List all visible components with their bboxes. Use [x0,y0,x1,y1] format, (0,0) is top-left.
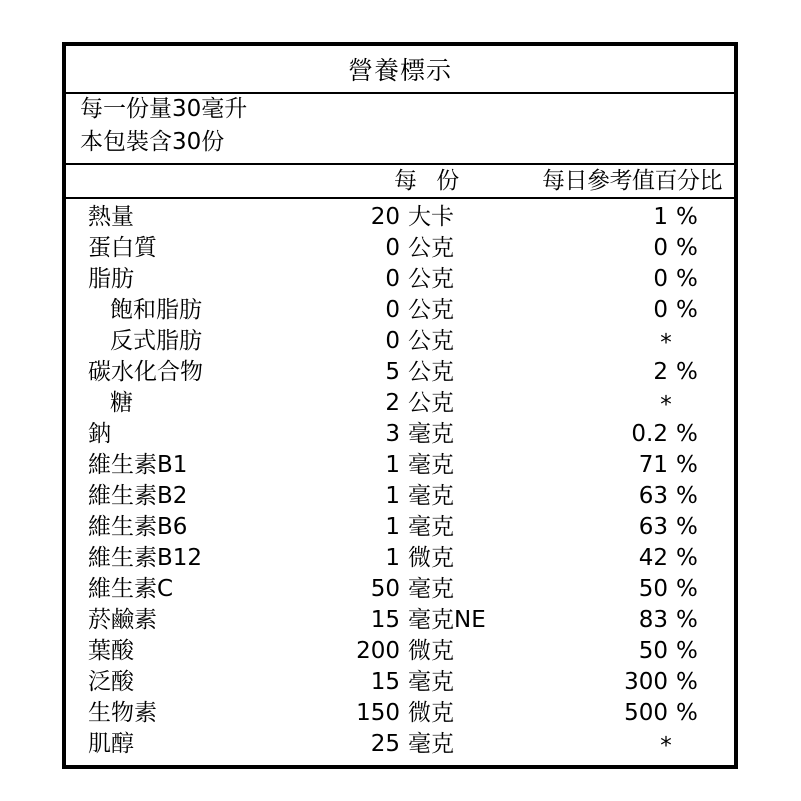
daily-value-percent: 50 [638,576,668,602]
nutrient-amount: 1 [385,483,400,509]
not-established-mark: * [660,330,672,356]
nutrient-unit: 微克 [408,545,454,571]
nutrient-unit: 毫克 [408,576,454,602]
nutrient-amount: 150 [356,700,400,726]
per-serving-header: 每 份 [394,168,466,194]
nutrient-unit: 微克 [408,638,454,664]
daily-value-percent: 42 [638,545,668,571]
nutrient-row [66,667,734,698]
divider-line [66,197,734,199]
nutrient-unit: 公克 [408,235,454,261]
percent-sign: % [676,545,698,571]
nutrient-row [66,295,734,326]
percent-sign: % [676,669,698,695]
nutrient-row [66,729,734,760]
daily-value-percent: 1 [653,204,668,230]
daily-value-percent: 500 [624,700,668,726]
nutrient-name: 糖 [110,390,133,416]
nutrient-amount: 50 [370,576,400,602]
nutrient-name: 反式脂肪 [110,328,202,354]
nutrient-row [66,419,734,450]
percent-sign: % [676,297,698,323]
serving-info [80,93,720,163]
nutrient-name: 鈉 [88,421,111,447]
nutrient-amount: 0 [385,297,400,323]
nutrient-row [66,636,734,667]
nutrient-amount: 1 [385,514,400,540]
nutrient-row [66,357,734,388]
nutrient-row [66,543,734,574]
nutrient-amount: 0 [385,328,400,354]
nutrient-name: 蛋白質 [88,235,157,261]
nutrient-name: 維生素B12 [88,545,203,571]
nutrient-row [66,202,734,233]
daily-value-percent: 0 [653,266,668,292]
nutrient-row [66,264,734,295]
percent-sign: % [676,607,698,633]
percent-sign: % [676,421,698,447]
nutrient-amount: 15 [370,669,400,695]
nutrient-amount: 200 [356,638,400,664]
nutrient-amount: 15 [370,607,400,633]
nutrient-unit: 公克 [408,390,454,416]
nutrient-amount: 1 [385,545,400,571]
nutrient-unit: 毫克 [408,452,454,478]
nutrient-unit: 大卡 [408,204,454,230]
nutrient-unit: 毫克 [408,514,454,540]
daily-value-percent: 0.2 [631,421,668,447]
percent-sign: % [676,514,698,540]
percent-sign: % [676,204,698,230]
daily-value-percent: 0 [653,235,668,261]
nutrient-name: 菸鹼素 [88,607,157,633]
nutrient-amount: 0 [385,235,400,261]
percent-sign: % [676,638,698,664]
daily-value-percent: 2 [653,359,668,385]
nutrient-unit: 公克 [408,359,454,385]
nutrient-amount: 2 [385,390,400,416]
nutrient-unit: 毫克 [408,421,454,447]
daily-value-percent: 0 [653,297,668,323]
nutrient-name: 維生素B2 [88,483,188,509]
nutrient-unit: 毫克 [408,669,454,695]
nutrient-unit: 公克 [408,328,454,354]
nutrient-row [66,481,734,512]
nutrient-row [66,512,734,543]
nutrient-row [66,326,734,357]
nutrient-name: 飽和脂肪 [110,297,202,323]
percent-sign: % [676,700,698,726]
nutrient-unit: 公克 [408,297,454,323]
daily-value-percent: 63 [638,483,668,509]
nutrient-row [66,574,734,605]
not-established-mark: * [660,733,672,759]
daily-value-percent: 63 [638,514,668,540]
nutrient-amount: 20 [370,204,400,230]
daily-value-percent: 300 [624,669,668,695]
percent-sign: % [676,483,698,509]
nutrient-unit: 公克 [408,266,454,292]
nutrient-row [66,388,734,419]
nutrient-name: 維生素B1 [88,452,188,478]
daily-value-percent: 50 [638,638,668,664]
nutrient-name: 脂肪 [88,266,134,292]
nutrient-amount: 3 [385,421,400,447]
nutrient-row [66,450,734,481]
serving-size: 每一份量30毫升 [80,96,248,122]
nutrient-unit: 毫克NE [408,607,486,633]
nutrient-amount: 1 [385,452,400,478]
nutrient-unit: 毫克 [408,483,454,509]
nutrient-row [66,233,734,264]
percent-sign: % [676,266,698,292]
nutrient-unit: 微克 [408,700,454,726]
nutrient-unit: 毫克 [408,731,454,757]
not-established-mark: * [660,392,672,418]
nutrient-name: 葉酸 [88,638,134,664]
daily-value-header: 每日參考值百分比 [542,168,722,194]
nutrient-amount: 5 [385,359,400,385]
nutrient-name: 維生素C [88,576,174,602]
nutrient-amount: 0 [385,266,400,292]
nutrient-name: 肌醇 [88,731,134,757]
nutrient-name: 碳水化合物 [88,359,203,385]
nutrient-name: 熱量 [88,204,134,230]
nutrient-name: 泛酸 [88,669,134,695]
servings-per-pack: 本包裝含30份 [80,129,225,155]
label-title: 營養標示 [66,46,734,94]
nutrient-list [66,202,734,760]
percent-sign: % [676,359,698,385]
daily-value-percent: 71 [638,452,668,478]
nutrient-row [66,698,734,729]
percent-sign: % [676,235,698,261]
percent-sign: % [676,452,698,478]
nutrient-row [66,605,734,636]
nutrient-name: 生物素 [88,700,157,726]
daily-value-percent: 83 [638,607,668,633]
nutrient-name: 維生素B6 [88,514,188,540]
nutrition-label [62,42,738,769]
percent-sign: % [676,576,698,602]
nutrient-amount: 25 [370,731,400,757]
column-header-row [66,165,734,197]
